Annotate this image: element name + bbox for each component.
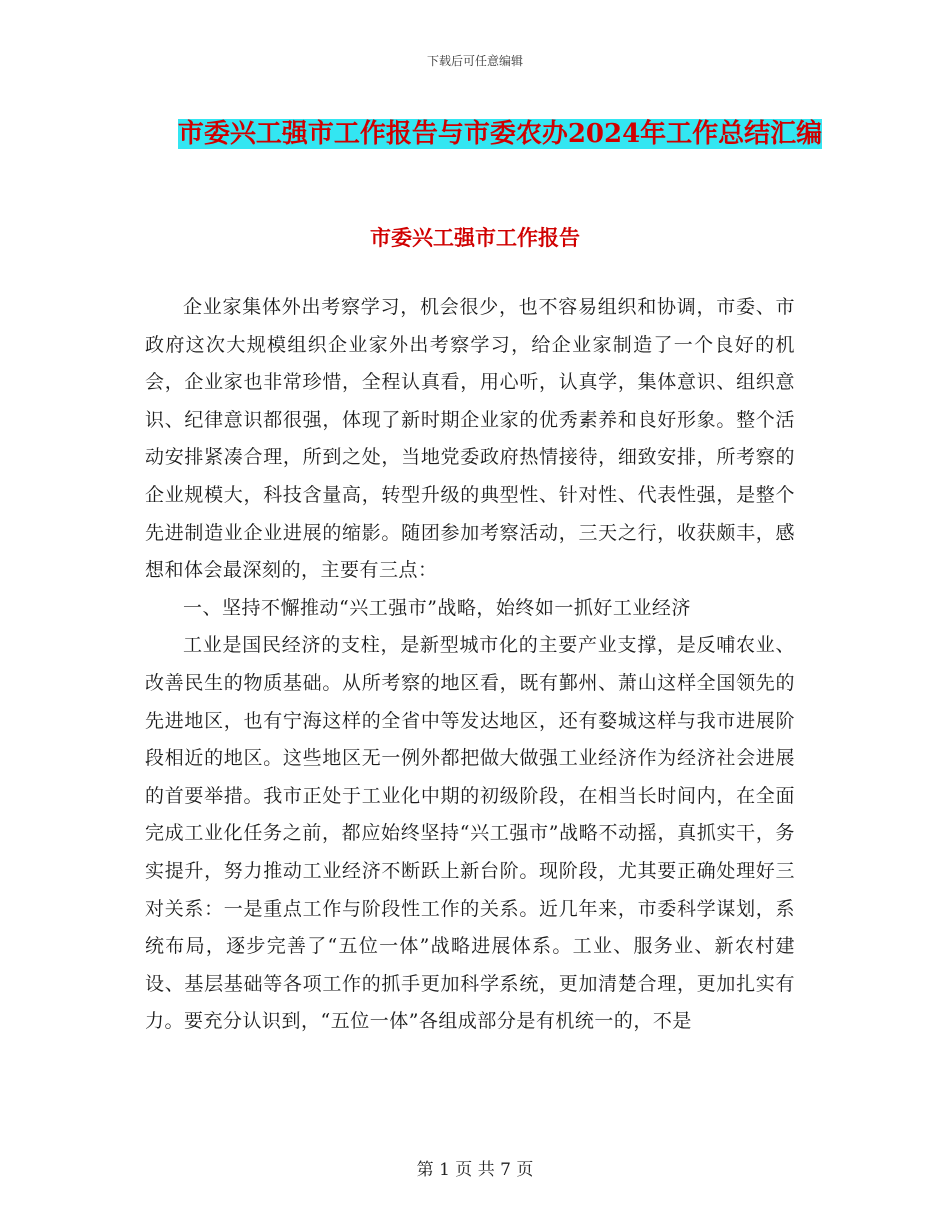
header-note: 下载后可任意编辑 [426, 54, 523, 68]
body-text [145, 289, 795, 1041]
document-title [140, 112, 860, 156]
document-title-text: 市委兴工强市工作报告与市委农办2024年工作总结汇编 [177, 119, 823, 149]
paragraph: 一、坚持不懈推动“兴工强市”战略，始终如一抓好工业经济 [183, 596, 691, 619]
page-footer: 第 1 页 共 7 页 [416, 1160, 534, 1180]
paragraph: 工业是国民经济的支柱，是新型城市化的主要产业支撑，是反哺农业、改善民生的物质基础。从所考察的地区看，既有鄞州、萧山这样全国领先的先进地区，也有宁海这样的全省中等发达地区，还有婺城这样与我市进展阶段相近的地区。这些地区无一例外都把做大做强工业经济作为经济社会进展的首要举措。我市正处于工业化中期的初级阶段，在相当长时间内，在全面完成工业化任务之前，都应始终坚持“兴工强市”战略不动摇，真抓实干，务实提升，努力推动工业经济不断跃上新台阶。现阶段，尤其要正确处理好三对关系：一是重点工作与阶段性工作的关系。近几年来，市委科学谋划，系统布局，逐步完善了“五位一体”战略进展体系。工业、服务业、新农村建设、基层基础等各项工作的抓手更加科学系统，更加清楚合理，更加扎实有力。要充分认识到，“五位一体”各组成部分是有机统一的，不是 [145, 634, 795, 1033]
paragraph: 企业家集体外出考察学习，机会很少，也不容易组织和协调，市委、市政府这次大规模组织企业家外出考察学习，给企业家制造了一个良好的机会，企业家也非常珍惜，全程认真看，用心听，认真学，集体意识、组织意识、纪律意识都很强，体现了新时期企业家的优秀素养和良好形象。整个活动安排紧凑合理，所到之处，当地党委政府热情接待，细致安排，所考察的企业规模大，科技含量高，转型升级的典型性、针对性、代表性强，是整个先进制造业企业进展的缩影。随团参加考察活动，三天之行，收获颇丰，感想和体会最深刻的，主要有三点： [145, 296, 795, 582]
section-title: 市委兴工强市工作报告 [370, 225, 580, 250]
